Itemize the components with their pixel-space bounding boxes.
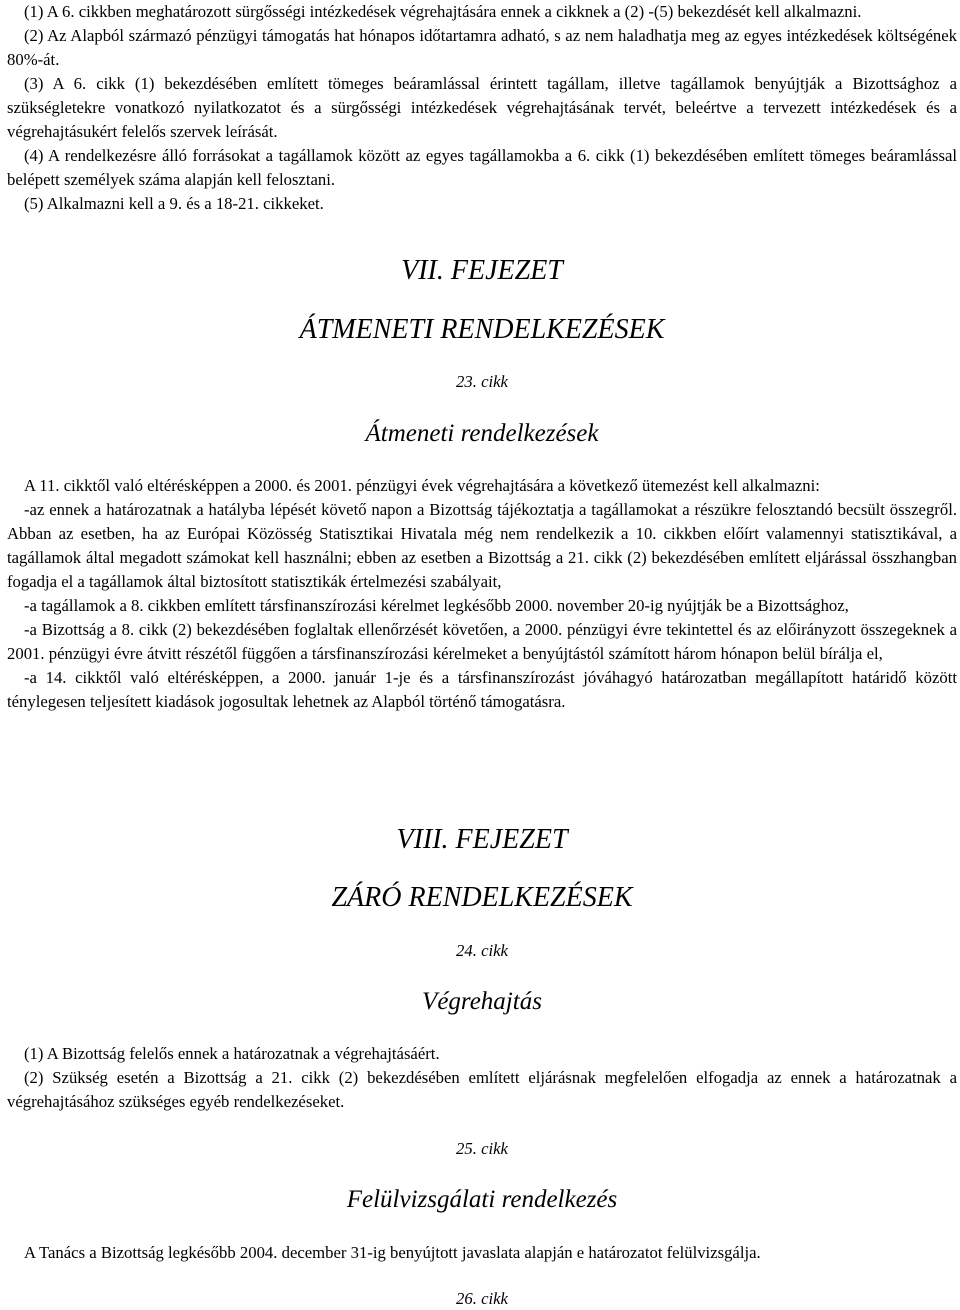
chapter-8-number: VIII. FEJEZET	[396, 824, 568, 855]
paragraph-22-3: (3) A 6. cikk (1) bekezdésében említett tömeges beáramlással érintett tagállam, illetve tagállamok benyújtják a Bizottsághoz a szükségletekre vonatkozó nyilatkozatot és a sürgősségi intézkedések végrehajtásának tervét, beleértve a tervezett intézkedések és a végrehajtásukért felelős szervek leírását.	[7, 74, 957, 141]
paragraph-23-item-2: -a tagállamok a 8. cikkben említett társfinanszírozási kérelmet legkésőbb 2000. november 20-ig nyújtják be a Bizottsághoz,	[24, 596, 849, 615]
paragraph-24-2: (2) Szükség esetén a Bizottság a 21. cikk (2) bekezdésében említett eljárásnak megfelelően elfogadja az ennek a határozatnak a végrehajtásához szükséges egyéb rendelkezéseket.	[7, 1068, 957, 1111]
chapter-7-number: VII. FEJEZET	[401, 255, 563, 286]
article-22-body	[7, 0, 957, 216]
article-25-number: 25. cikk	[456, 1139, 508, 1158]
article-23-body	[7, 474, 957, 714]
paragraph-23-item-1: -az ennek a határozatnak a hatályba lépését követő napon a Bizottság tájékoztatja a tagállamokat a részükre felosztandó becsült összegről. Abban az esetben, ha az Európai Közösség Statisztikai Hivatala még nem rendelkezik a 10. cikkben előírt valamennyi statisztikával, a tagállamok által megadott számokat kell használni; ebben az esetben a Bizottság a 21. cikk (2) bekezdésében említett eljárással összhangban fogadja el a tagállamok által biztosított statisztikák értelmezési szabályait,	[7, 500, 957, 591]
paragraph-23-intro: A 11. cikktől való eltérésképpen a 2000. és 2001. pénzügyi évek végrehajtására a következő ütemezést kell alkalmazni:	[24, 476, 820, 495]
article-23-title: Átmeneti rendelkezések	[365, 420, 599, 447]
article-24-number: 24. cikk	[456, 941, 508, 960]
article-24-title: Végrehajtás	[422, 988, 542, 1015]
chapter-8-title: ZÁRÓ RENDELKEZÉSEK	[331, 882, 633, 913]
paragraph-23-item-4: -a 14. cikktől való eltérésképpen, a 2000. január 1-je és a társfinanszírozást jóváhagyó határozatban megállapított határidő között ténylegesen teljesített kiadások jogosultak lehetnek az Alapból történő támogatásra.	[7, 668, 957, 711]
paragraph-23-item-3: -a Bizottság a 8. cikk (2) bekezdésében foglaltak ellenőrzését követően, a 2000. pénzügyi évre tekintettel és az előirányzott összegeknek a 2001. pénzügyi évre átvitt részétől függően a társfinanszírozási kérelmeket a benyújtástól számított három hónapon belül bírálja el,	[7, 620, 957, 663]
paragraph-24-1: (1) A Bizottság felelős ennek a határozatnak a végrehajtásáért.	[24, 1044, 440, 1063]
paragraph-22-2: (2) Az Alapból származó pénzügyi támogatás hat hónapos időtartamra adható, s az nem haladhatja meg az egyes intézkedések költségének 80%-át.	[7, 26, 957, 69]
paragraph-22-4: (4) A rendelkezésre álló forrásokat a tagállamok között az egyes tagállamokba a 6. cikk (1) bekezdésében említett tömeges beáramlással belépett személyek száma alapján kell felosztani.	[7, 146, 957, 189]
paragraph-22-1: (1) A 6. cikkben meghatározott sürgősségi intézkedések végrehajtására ennek a cikknek a (2) -(5) bekezdését kell alkalmazni.	[24, 2, 862, 21]
paragraph-22-5: (5) Alkalmazni kell a 9. és a 18-21. cikkeket.	[24, 194, 324, 213]
paragraph-25-1: A Tanács a Bizottság legkésőbb 2004. december 31-ig benyújtott javaslata alapján e határozatot felülvizsgálja.	[24, 1243, 761, 1262]
article-23-number: 23. cikk	[456, 372, 508, 391]
chapter-7-title: ÁTMENETI RENDELKEZÉSEK	[299, 314, 665, 345]
article-24-body	[7, 1042, 957, 1114]
article-25-body	[7, 1241, 957, 1265]
article-26-number: 26. cikk	[456, 1289, 508, 1308]
article-25-title: Felülvizsgálati rendelkezés	[346, 1186, 618, 1213]
